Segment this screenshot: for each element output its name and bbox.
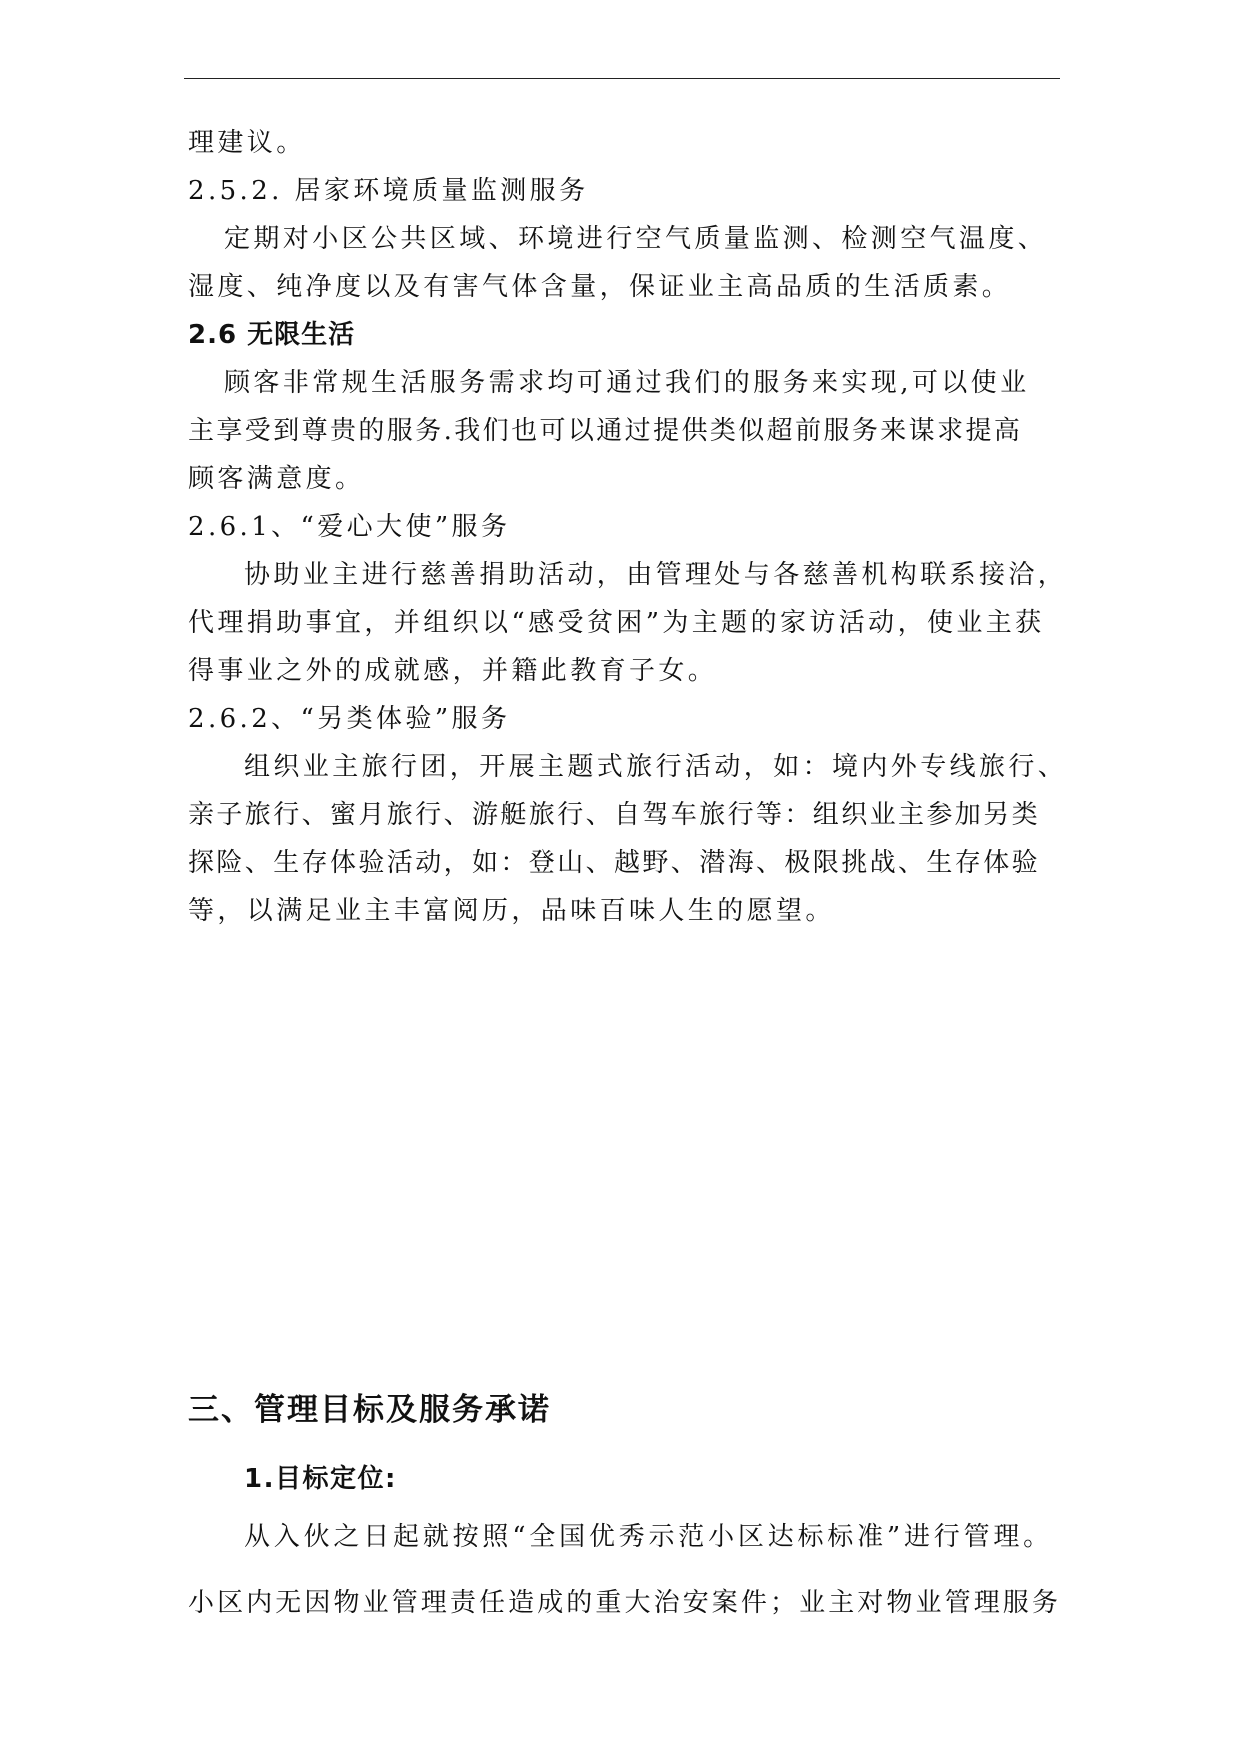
paragraph-line: 顾客非常规生活服务需求均可通过我们的服务来实现,可以使业 — [224, 368, 1030, 398]
sub-heading: 1.目标定位: — [244, 1464, 397, 1494]
paragraph-line: 理建议。 — [188, 128, 306, 158]
paragraph-line: 代理捐助事宜，并组织以“感受贫困”为主题的家访活动，使业主获 — [188, 608, 1045, 638]
chapter-title: 三、管理目标及服务承诺 — [188, 1392, 551, 1428]
paragraph-line: 从入伙之日起就按照“全国优秀示范小区达标标准”进行管理。 — [244, 1522, 1053, 1552]
paragraph-line: 亲子旅行、蜜月旅行、游艇旅行、自驾车旅行等：组织业主参加另类 — [188, 800, 1041, 830]
paragraph-line: 得事业之外的成就感，并籍此教育子女。 — [188, 656, 718, 686]
paragraph-line: 协助业主进行慈善捐助活动，由管理处与各慈善机构联系接洽， — [244, 560, 1068, 590]
section-heading-2-5-2: 2.5.2. 居家环境质量监测服务 — [188, 176, 589, 206]
section-heading-2-6-1: 2.6.1、“爱心大使”服务 — [188, 512, 511, 542]
paragraph-line: 等，以满足业主丰富阅历，品味百味人生的愿望。 — [188, 896, 835, 926]
header-rule — [184, 78, 1060, 79]
paragraph-line: 主享受到尊贵的服务.我们也可以通过提供类似超前服务来谋求提高 — [188, 416, 1023, 446]
section-heading-2-6-2: 2.6.2、“另类体验”服务 — [188, 704, 511, 734]
paragraph-line: 小区内无因物业管理责任造成的重大治安案件；业主对物业管理服务 — [188, 1588, 1062, 1618]
section-heading-2-6: 2.6 无限生活 — [188, 320, 356, 350]
paragraph-line: 组织业主旅行团，开展主题式旅行活动，如：境内外专线旅行、 — [244, 752, 1068, 782]
paragraph-line: 顾客满意度。 — [188, 464, 365, 494]
paragraph-line: 定期对小区公共区域、环境进行空气质量监测、检测空气温度、 — [224, 224, 1048, 254]
paragraph-line: 湿度、纯净度以及有害气体含量，保证业主高品质的生活质素。 — [188, 272, 1012, 302]
paragraph-line: 探险、生存体验活动，如：登山、越野、潜海、极限挑战、生存体验 — [188, 848, 1041, 878]
